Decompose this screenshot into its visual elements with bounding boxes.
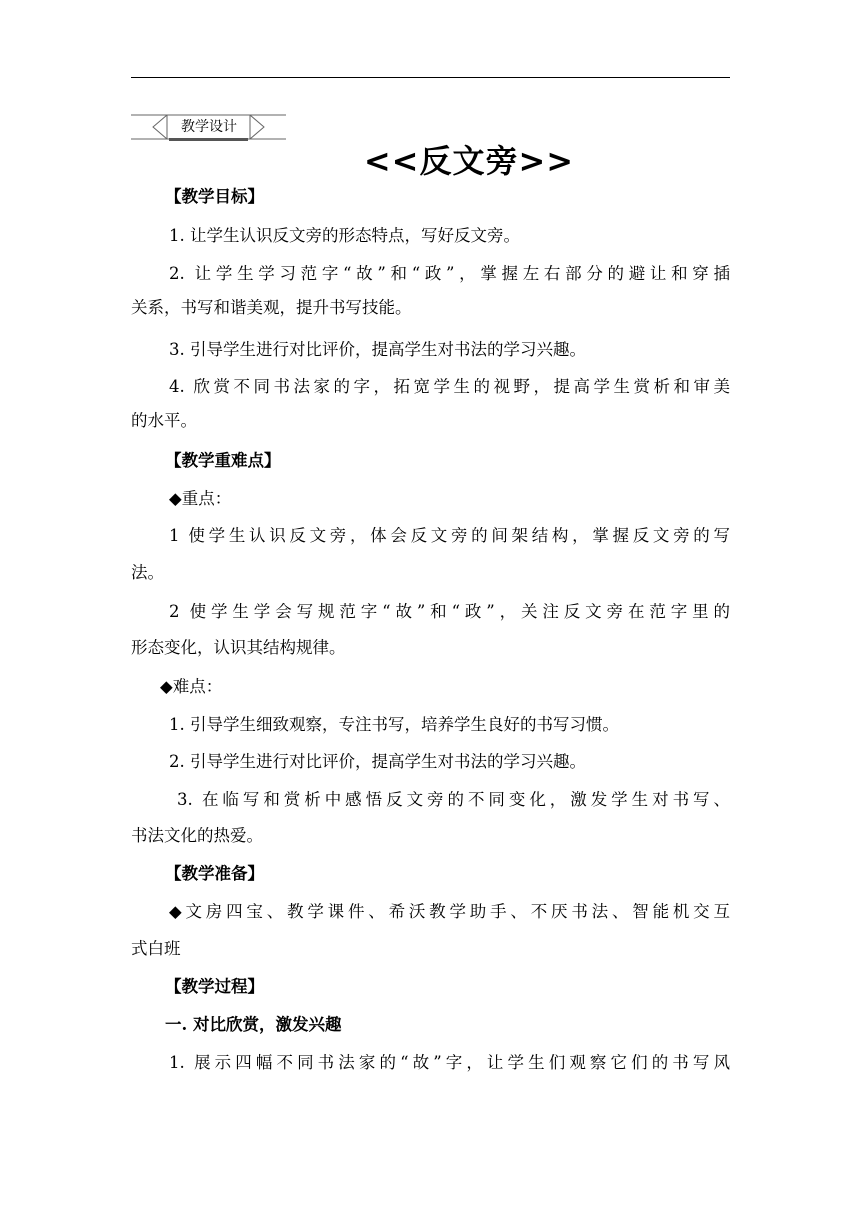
- paragraph-line: 4. 欣赏不同书法家的字，拓宽学生的视野，提高学生赏析和审美: [169, 377, 730, 396]
- paragraph-line: 关系，书写和谐美观，提升书写技能。: [131, 298, 412, 317]
- heading-key-points: 【教学重难点】: [165, 451, 281, 470]
- paragraph-line: 式白班: [131, 939, 181, 958]
- paragraph-line: 1. 让学生认识反文旁的形态特点，写好反文旁。: [169, 226, 520, 245]
- paragraph-line: 3. 引导学生进行对比评价，提高学生对书法的学习兴趣。: [169, 340, 586, 359]
- paragraph-line: 的水平。: [131, 411, 197, 430]
- heading-process: 【教学过程】: [165, 977, 264, 996]
- heading-objectives: 【教学目标】: [165, 187, 264, 206]
- paragraph-line: 3. 在临写和赏析中感悟反文旁的不同变化，激发学生对书写、: [177, 790, 730, 809]
- title-text: <<反文旁>>: [363, 142, 575, 180]
- header-rule: [131, 77, 730, 78]
- paragraph-line: 1 使学生认识反文旁，体会反文旁的间架结构，掌握反文旁的写: [169, 526, 730, 545]
- paragraph-line: 2. 让学生学习范字“故”和“政”，掌握左右部分的避让和穿插: [169, 264, 730, 283]
- paragraph-line: ◆文房四宝、教学课件、希沃教学助手、不厌书法、智能机交互: [169, 902, 730, 921]
- paragraph-line: 2 使学生学会写规范字“故”和“政”，关注反文旁在范字里的: [169, 602, 730, 621]
- paragraph-line: 1. 展示四幅不同书法家的“故”字，让学生们观察它们的书写风: [169, 1053, 730, 1072]
- subheading-key: ◆重点：: [169, 489, 232, 508]
- heading-preparation: 【教学准备】: [165, 864, 264, 883]
- section-heading: 一. 对比欣赏，激发兴趣: [165, 1015, 342, 1034]
- subheading-difficult: ◆难点：: [160, 677, 223, 696]
- tag-label: 教学设计: [181, 119, 237, 135]
- paragraph-line: 1. 引导学生细致观察，专注书写，培养学生良好的书写习惯。: [169, 715, 619, 734]
- paragraph-line: 法。: [131, 563, 164, 582]
- paragraph-line: 形态变化，认识其结构规律。: [131, 638, 346, 657]
- paragraph-line: 书法文化的热爱。: [131, 826, 263, 845]
- document-title: [0, 136, 860, 182]
- paragraph-line: 2. 引导学生进行对比评价，提高学生对书法的学习兴趣。: [169, 752, 586, 771]
